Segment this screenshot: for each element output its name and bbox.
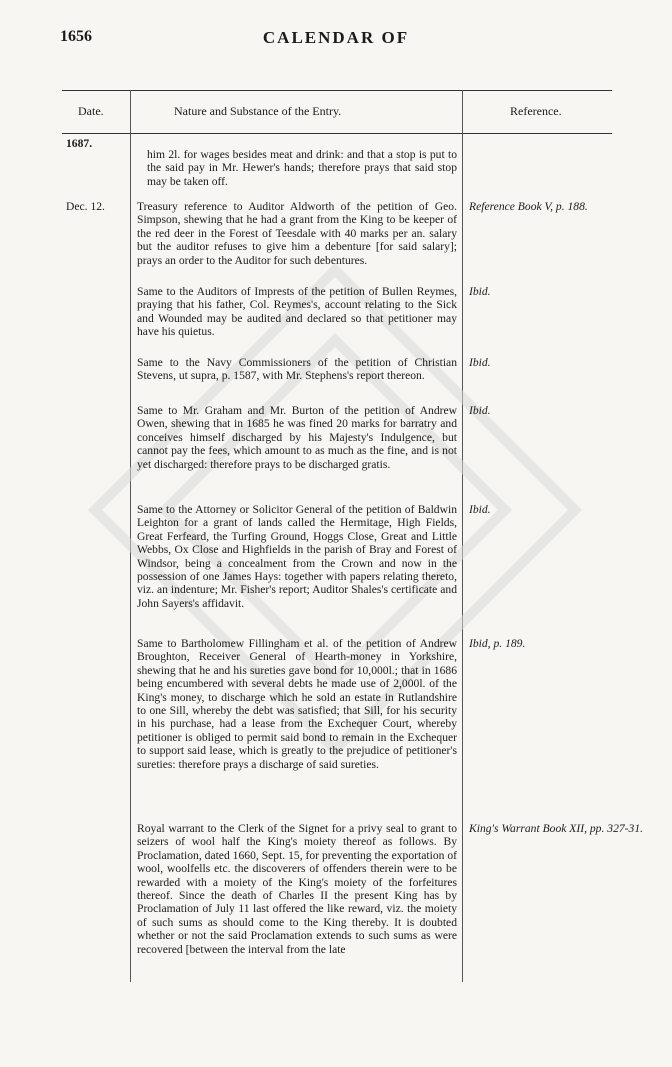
entry-reference: Ibid. bbox=[469, 503, 491, 516]
entry-text: Same to the Navy Commissioners of the petition of Christian Stevens, ut supra, p. 1587, with Mr. Stephens's report thereon. bbox=[137, 356, 457, 383]
entry-reference: King's Warrant Book XII, pp. 327-31. bbox=[469, 822, 644, 835]
entry-reference: Reference Book V, p. 188. bbox=[469, 200, 588, 213]
entry-text: Same to Bartholomew Fillingham et al. of the petition of Andrew Broughton, Receiver General of Hearth-money in Yorkshire, shewing that he and his sureties gave bond for 10,000l.; that in 1686 being encumbered with several debts he made use of 2,000l. of the King's money, to discharge which he sold an estate in Rutlandshire to one Sill, whereby the debt was satisfied; that Sill, for his security in his purchase, had a lease from the Exchequer Court, whereby petitioner is obliged to permit said bond to remain in the Exchequer to support said lease, which is greatly to the prejudice of petitioner's sureties: therefore prays a discharge of said sureties. bbox=[137, 637, 457, 771]
entry-text: Treasury reference to Auditor Aldworth of the petition of Geo. Simpson, shewing that he had a grant from the King to be keeper of the red deer in the Forest of Teesdale with 40 marks per an. salary but the auditor refuses to give him a debenture [for said salary]; prays an order to the Auditor for such debentures. bbox=[137, 200, 457, 267]
column-header-date: Date. bbox=[78, 104, 104, 118]
page-number: 1656 bbox=[60, 28, 92, 45]
running-head: CALENDAR OF bbox=[262, 28, 410, 47]
entry-text: Royal warrant to the Clerk of the Signet for a privy seal to grant to seizers of wool half the King's moiety thereof as follows. By Proclamation, dated 1660, Sept. 15, for preventing the exportation of wool, woolfells etc. the discoverers of offenders therein were to be rewarded with a moiety of the King's moiety of the forfeitures thereof. Since the death of Charles II the present King has by Proclamation of July 11 last offered the like reward, viz. the moiety of such sums as should come to the King thereby. It is doubted whether or not the said Proclamation extends to such sums as were recovered [between the interval from the late bbox=[137, 822, 457, 956]
header-rule-top bbox=[62, 90, 612, 91]
column-divider-right bbox=[462, 90, 463, 982]
entry-reference: Ibid. bbox=[469, 404, 491, 417]
entry-reference: Ibid. bbox=[469, 285, 491, 298]
entry-text: Same to the Attorney or Solicitor General of the petition of Baldwin Leighton for a grant of lands called the Hermitage, High Fields, Great Ferfeard, the Turfing Ground, Hoggs Close, Great and Little Webbs, Ox Close and Highfields in the parish of Bray and Forest of Windsor, being a concealment from the Crown and now in the possession of one James Hays: together with papers relating thereto, viz. an indenture; Mr. Fisher's report; Auditor Shales's certificate and John Sayers's affidavit. bbox=[137, 503, 457, 610]
column-header-nature: Nature and Substance of the Entry. bbox=[174, 104, 342, 118]
column-header-reference: Reference. bbox=[510, 104, 562, 118]
entry-date: Dec. 12. bbox=[66, 200, 105, 213]
header-rule-bottom bbox=[62, 133, 612, 134]
entry-text: Same to Mr. Graham and Mr. Burton of the petition of Andrew Owen, shewing that in 1685 he was fined 20 marks for barratry and conceives himself discharged by his Majesty's Indulgence, but cannot pay the fees, which amount to as much as the fine, and is not yet discharged: therefore prays to be discharged gratis. bbox=[137, 404, 457, 471]
column-divider-left bbox=[130, 90, 131, 982]
year-label: 1687. bbox=[66, 137, 93, 150]
entry-text: Same to the Auditors of Imprests of the petition of Bullen Reymes, praying that his father, Col. Reymes's, account relating to the Sick and Wounded may be audited and declared so that petitioner may have his quietus. bbox=[137, 285, 457, 339]
entry-reference: Ibid, p. 189. bbox=[469, 637, 526, 650]
entry-text: him 2l. for wages besides meat and drink: and that a stop is put to the said pay in Mr. Hewer's hands; therefore prays that said stop may be taken off. bbox=[147, 148, 457, 188]
entry-reference: Ibid. bbox=[469, 356, 491, 369]
